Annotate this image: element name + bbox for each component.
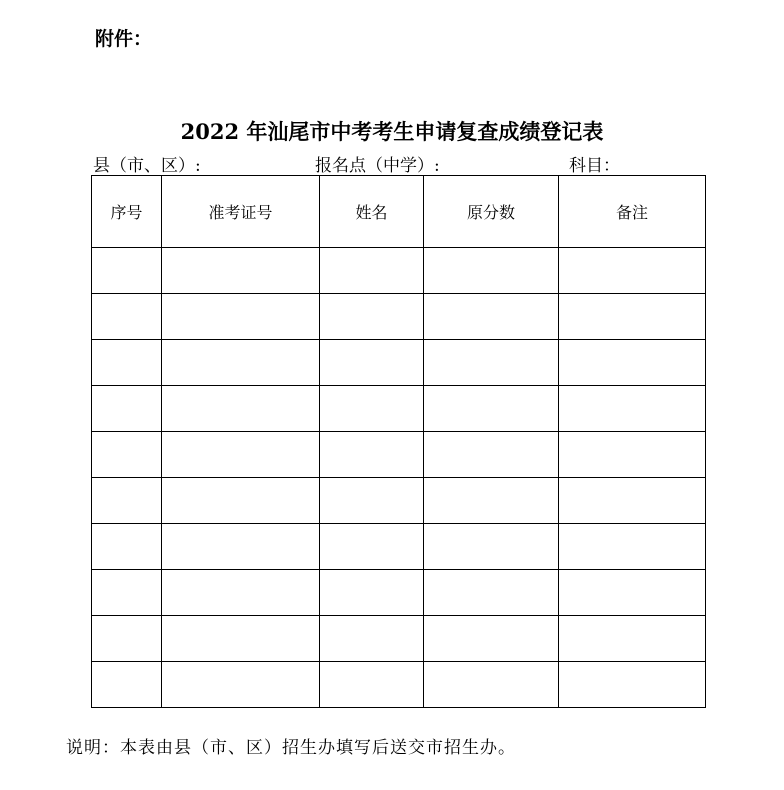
table-cell[interactable] (320, 662, 424, 708)
table-cell[interactable] (424, 662, 559, 708)
table-cell[interactable] (92, 662, 162, 708)
table-cell[interactable] (320, 248, 424, 294)
header-remarks: 备注 (559, 176, 706, 248)
table-cell[interactable] (424, 570, 559, 616)
table-cell[interactable] (162, 432, 320, 478)
table-cell[interactable] (559, 248, 706, 294)
table-row (92, 248, 706, 294)
table-cell[interactable] (162, 478, 320, 524)
table-cell[interactable] (162, 340, 320, 386)
table-cell[interactable] (424, 478, 559, 524)
school-label: 报名点（中学）: (315, 156, 440, 176)
table-row (92, 662, 706, 708)
table-cell[interactable] (320, 524, 424, 570)
table-cell[interactable] (424, 340, 559, 386)
table-cell[interactable] (92, 570, 162, 616)
table-body (92, 248, 706, 708)
table-cell[interactable] (162, 386, 320, 432)
table-row (92, 294, 706, 340)
table-cell[interactable] (92, 432, 162, 478)
form-fields (93, 151, 713, 175)
table-cell[interactable] (320, 432, 424, 478)
table-row (92, 524, 706, 570)
form-title: 2022 年汕尾市中考考生申请复查成绩登记表 (180, 119, 604, 144)
table-cell[interactable] (162, 248, 320, 294)
table-cell[interactable] (162, 616, 320, 662)
table-cell[interactable] (424, 294, 559, 340)
table-cell[interactable] (92, 478, 162, 524)
table-cell[interactable] (559, 524, 706, 570)
table-cell[interactable] (92, 524, 162, 570)
table-cell[interactable] (559, 662, 706, 708)
table-cell[interactable] (92, 616, 162, 662)
table-cell[interactable] (424, 524, 559, 570)
table-cell[interactable] (424, 386, 559, 432)
table-row (92, 386, 706, 432)
table-cell[interactable] (320, 570, 424, 616)
table-cell[interactable] (559, 570, 706, 616)
table-row (92, 616, 706, 662)
table-cell[interactable] (320, 616, 424, 662)
table-row (92, 478, 706, 524)
table-cell[interactable] (320, 386, 424, 432)
table-cell[interactable] (424, 432, 559, 478)
table-cell[interactable] (320, 294, 424, 340)
header-name: 姓名 (320, 176, 424, 248)
header-serial-number: 序号 (92, 176, 162, 248)
table-cell[interactable] (92, 340, 162, 386)
table-cell[interactable] (92, 386, 162, 432)
table-cell[interactable] (92, 294, 162, 340)
table-cell[interactable] (559, 386, 706, 432)
school-input-line[interactable] (440, 157, 546, 176)
header-original-score: 原分数 (424, 176, 559, 248)
table-cell[interactable] (559, 432, 706, 478)
table-cell[interactable] (559, 478, 706, 524)
subject-input-line[interactable] (620, 157, 700, 176)
table-row (92, 340, 706, 386)
table-cell[interactable] (559, 616, 706, 662)
footnote: 说明：本表由县（市、区）招生办填写后送交市招生办。 (66, 738, 516, 758)
subject-label: 科目： (569, 156, 620, 176)
attachment-label: 附件： (95, 28, 153, 50)
registration-table (91, 175, 706, 708)
county-input-line[interactable] (201, 157, 269, 176)
county-field (93, 151, 269, 176)
table-cell[interactable] (559, 340, 706, 386)
table-cell[interactable] (320, 340, 424, 386)
table-cell[interactable] (162, 294, 320, 340)
table-cell[interactable] (424, 248, 559, 294)
table-cell[interactable] (92, 248, 162, 294)
county-label: 县（市、区）: (93, 156, 201, 176)
header-exam-id: 准考证号 (162, 176, 320, 248)
table-cell[interactable] (162, 570, 320, 616)
school-field (315, 151, 546, 176)
table-row (92, 570, 706, 616)
table-cell[interactable] (162, 662, 320, 708)
table-header-row (92, 176, 706, 248)
table-cell[interactable] (162, 524, 320, 570)
table-cell[interactable] (320, 478, 424, 524)
subject-field (569, 151, 700, 176)
table-cell[interactable] (424, 616, 559, 662)
table-cell[interactable] (559, 294, 706, 340)
table-row (92, 432, 706, 478)
